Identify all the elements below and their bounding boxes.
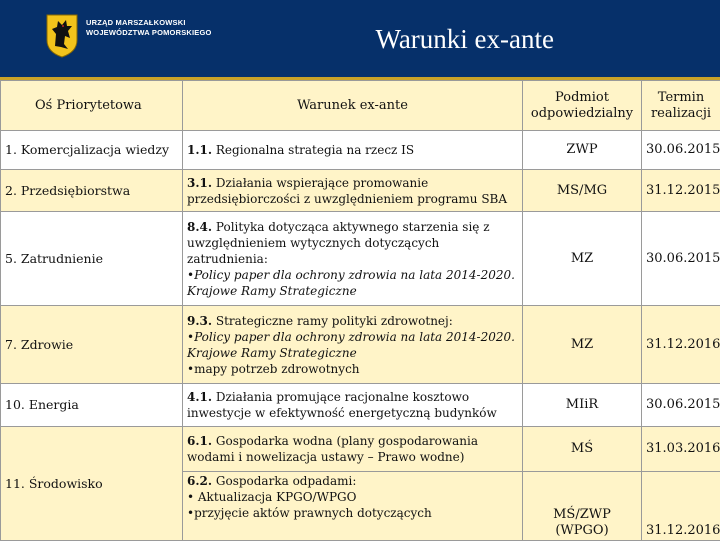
condition-cell <box>183 131 523 170</box>
deadline-cell: 31.12.2015 <box>642 170 720 212</box>
condition-cell <box>183 427 523 472</box>
axis-cell: 5. Zatrudnienie <box>1 212 183 306</box>
condition-cell <box>183 170 523 212</box>
header-axis: Oś Priorytetowa <box>1 81 183 131</box>
table-row <box>1 306 720 384</box>
org-line-2: WOJEWÓDZTWA POMORSKIEGO <box>86 28 212 38</box>
condition-text: Gospodarka wodna (plany gospodarowania wodami i nowelizacja ustawy – Prawo wodne) <box>187 434 478 464</box>
entity-cell: MIiR <box>523 384 642 427</box>
deadline-cell: 31.12.2016 <box>642 472 720 541</box>
condition-text: Działania wspierające promowanie przedsiębiorczości z uwzględnieniem programu SBA <box>187 176 507 206</box>
deadline-cell: 31.12.2016 <box>642 306 720 384</box>
axis-cell: 2. Przedsiębiorstwa <box>1 170 183 212</box>
entity-cell: ZWP <box>523 131 642 170</box>
condition-code: 6.1. <box>187 434 212 448</box>
condition-cell <box>183 212 523 306</box>
deadline-cell: 31.03.2016 <box>642 427 720 472</box>
axis-cell: 10. Energia <box>1 384 183 427</box>
condition-bullet: • Aktualizacja KPGO/WPGO <box>187 490 356 504</box>
page-title: Warunki ex-ante <box>0 22 720 56</box>
condition-cell <box>183 384 523 427</box>
condition-extra: •mapy potrzeb zdrowotnych <box>187 362 360 376</box>
condition-extra: •przyjęcie aktów prawnych dotyczących <box>187 506 432 520</box>
condition-text: Regionalna strategia na rzecz IS <box>212 143 414 157</box>
condition-code: 8.4. <box>187 220 212 234</box>
entity-cell: MZ <box>523 306 642 384</box>
table-row <box>1 170 720 212</box>
table-row <box>1 212 720 306</box>
table-row <box>1 384 720 427</box>
axis-cell: 1. Komercjalizacja wiedzy <box>1 131 183 170</box>
condition-code: 3.1. <box>187 176 212 190</box>
header-deadline: Termin realizacji <box>642 81 720 131</box>
condition-code: 9.3. <box>187 314 212 328</box>
table-row <box>1 427 720 472</box>
table-header-row <box>1 81 720 131</box>
header-entity: Podmiot odpowiedzialny <box>523 81 642 131</box>
condition-bullet: •Policy paper dla ochrony zdrowia na lata 2014-2020. Krajowe Ramy Strategiczne <box>187 330 515 360</box>
condition-text: Działania promujące racjonalne kosztowo inwestycje w efektywność energetyczną budynków <box>187 390 497 420</box>
table-row <box>1 131 720 170</box>
entity-cell: MZ <box>523 212 642 306</box>
condition-text: Polityka dotycząca aktywnego starzenia się z uwzględnieniem wytycznych dotyczących zatrudnienia: <box>187 220 490 266</box>
axis-cell: 11. Środowisko <box>1 427 183 541</box>
header-banner <box>0 0 720 80</box>
axis-cell: 7. Zdrowie <box>1 306 183 384</box>
entity-cell: MŚ/ZWP (WPGO) <box>523 472 642 541</box>
condition-bullet: •Policy paper dla ochrony zdrowia na lata 2014-2020. Krajowe Ramy Strategiczne <box>187 268 515 298</box>
deadline-cell: 30.06.2015 <box>642 131 720 170</box>
condition-code: 4.1. <box>187 390 212 404</box>
entity-cell: MS/MG <box>523 170 642 212</box>
condition-code: 6.2. <box>187 474 212 488</box>
condition-text: Gospodarka odpadami: <box>212 474 356 488</box>
deadline-cell: 30.06.2015 <box>642 212 720 306</box>
header-condition: Warunek ex-ante <box>183 81 523 131</box>
condition-code: 1.1. <box>187 143 212 157</box>
condition-cell <box>183 472 523 541</box>
org-line-1: URZĄD MARSZAŁKOWSKI <box>86 18 212 28</box>
entity-cell: MŚ <box>523 427 642 472</box>
condition-text: Strategiczne ramy polityki zdrowotnej: <box>212 314 453 328</box>
ex-ante-conditions-table <box>0 80 720 541</box>
condition-cell <box>183 306 523 384</box>
deadline-cell: 30.06.2015 <box>642 384 720 427</box>
